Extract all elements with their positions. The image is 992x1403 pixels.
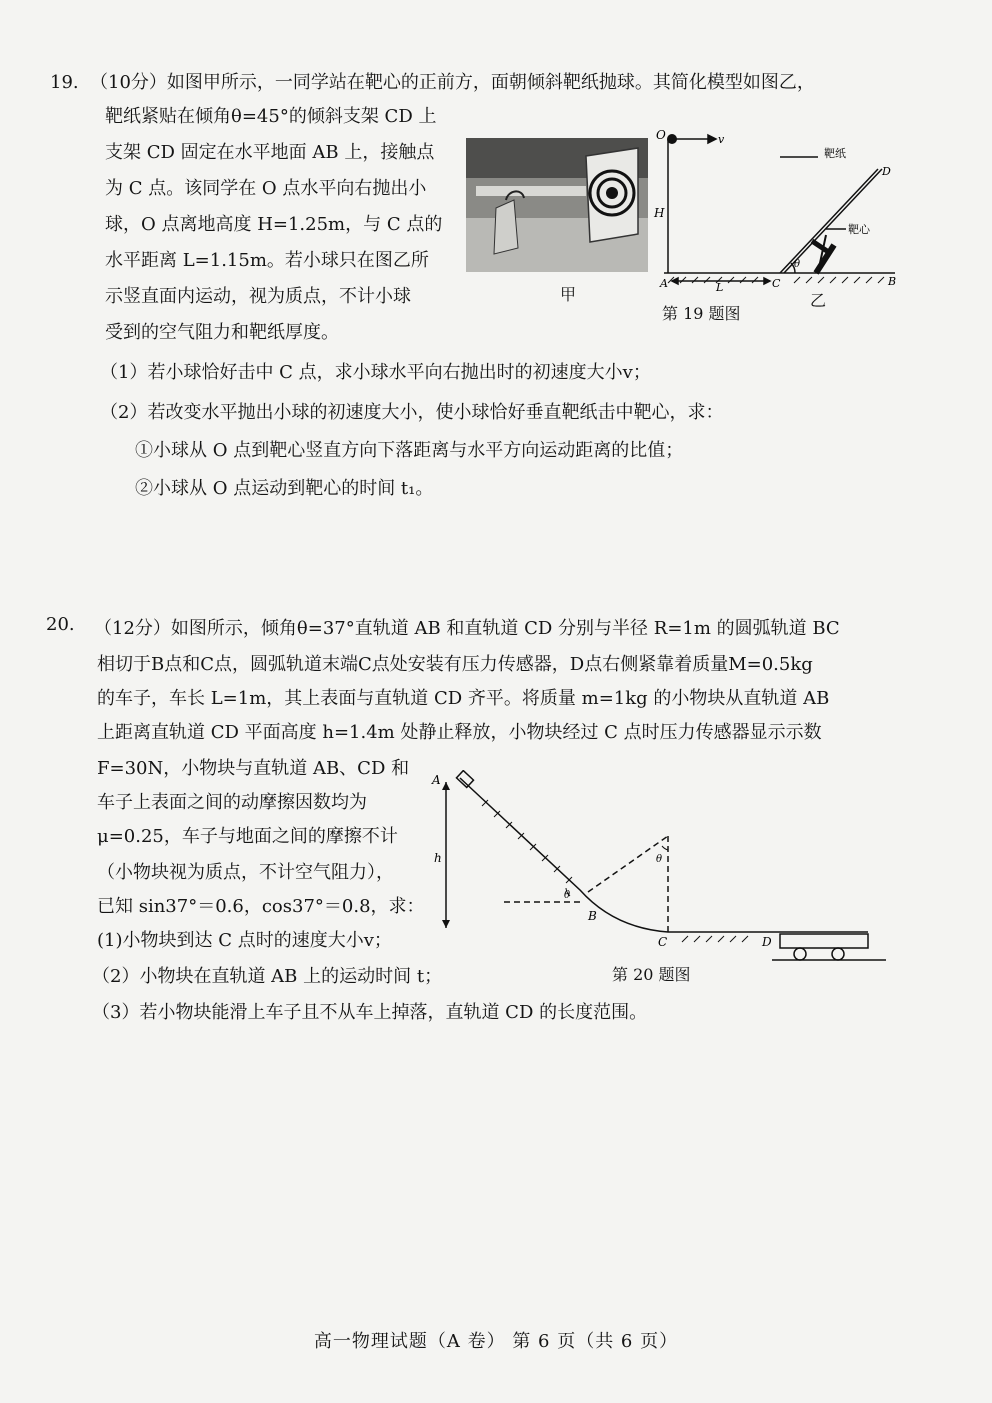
q19-line-8: 受到的空气阻力和靶纸厚度。 bbox=[105, 322, 339, 343]
q19-sub-1: （1）若小球恰好击中 C 点，求小球水平向右抛出时的初速度大小v； bbox=[100, 362, 651, 383]
q19-sub-2-1: ①小球从 O 点到靶心竖直方向下落距离与水平方向运动距离的比值； bbox=[135, 440, 684, 461]
label-target-paper: 靶纸 bbox=[824, 147, 846, 160]
label-B: B bbox=[888, 275, 897, 288]
q20-caption: 第 20 题图 bbox=[612, 965, 691, 984]
label-H: H bbox=[654, 206, 665, 220]
label-B: B bbox=[588, 909, 597, 923]
q20-line-8: （小物块视为质点，不计空气阻力）， bbox=[97, 862, 394, 883]
q19-line-5: 球，O 点离地高度 H=1.25m，与 C 点的 bbox=[105, 214, 443, 235]
target-bullseye-icon bbox=[590, 171, 634, 215]
q20-line-11: （2）小物块在直轨道 AB 上的运动时间 t； bbox=[92, 966, 443, 987]
q19-fig-yi-label: 乙 bbox=[810, 291, 827, 310]
q20-line-1: （12分）如图所示，倾角θ=37°直轨道 AB 和直轨道 CD 分别与半径 R=1m 的圆弧轨道 BC bbox=[94, 618, 840, 639]
label-L: L bbox=[716, 281, 724, 294]
label-A: A bbox=[432, 773, 441, 787]
q19-sub-2: （2）若改变水平抛出小球的初速度大小，使小球恰好垂直靶纸击中靶心，求： bbox=[100, 402, 724, 423]
label-theta-top: θ bbox=[656, 854, 663, 865]
q20-line-2: 相切于B点和C点，圆弧轨道末端C点处安装有压力传感器，D点右侧紧靠着质量M=0.5kg bbox=[97, 654, 813, 675]
q20-line-5: F=30N，小物块与直轨道 AB、CD 和 bbox=[97, 758, 410, 779]
q20-line-7: μ=0.25，车子与地面之间的摩擦不计 bbox=[97, 826, 398, 847]
q20-diagram bbox=[428, 770, 888, 970]
q20-line-3: 的车子，车长 L=1m，其上表面与直轨道 CD 齐平。将质量 m=1kg 的小物块从直轨道 AB bbox=[97, 688, 830, 709]
label-A: A bbox=[660, 277, 668, 290]
q20-line-9: 已知 sin37°＝0.6，cos37°＝0.8，求： bbox=[97, 896, 425, 917]
label-h: h bbox=[434, 851, 442, 865]
q20-number: 20. bbox=[46, 614, 75, 635]
label-bullseye: 靶心 bbox=[848, 223, 870, 236]
q19-line-6: 水平距离 L=1.15m。若小球只在图乙所 bbox=[105, 250, 429, 271]
label-D: D bbox=[882, 165, 891, 178]
q19-line-2: 靶纸紧贴在倾角θ=45°的倾斜支架 CD 上 bbox=[105, 106, 437, 127]
q19-line-3: 支架 CD 固定在水平地面 AB 上，接触点 bbox=[105, 142, 435, 163]
q19-number: 19. bbox=[50, 72, 79, 93]
q19-line-1: （10分）如图甲所示，一同学站在靶心的正前方，面朝倾斜靶纸抛球。其简化模型如图乙， bbox=[90, 72, 815, 93]
q19-line-7: 示竖直面内运动，视为质点，不计小球 bbox=[105, 286, 411, 307]
q19-caption: 第 19 题图 bbox=[662, 304, 741, 323]
q19-line-4: 为 C 点。该同学在 O 点水平向右抛出小 bbox=[105, 178, 427, 199]
page-footer: 高一物理试题（A 卷） 第 6 页（共 6 页） bbox=[313, 1331, 679, 1352]
label-C: C bbox=[658, 935, 668, 949]
q19-photo-figure bbox=[466, 138, 648, 272]
q20-line-6: 车子上表面之间的动摩擦因数均为 bbox=[97, 792, 367, 813]
q20-line-4: 上距离直轨道 CD 平面高度 h=1.4m 处静止释放，小物块经过 C 点时压力传感器显示示数 bbox=[97, 722, 822, 743]
q19-sub-2-2: ②小球从 O 点运动到靶心的时间 t₁。 bbox=[135, 478, 434, 499]
label-O: O bbox=[656, 128, 666, 142]
label-v: v bbox=[718, 133, 725, 146]
q19-diagram bbox=[650, 125, 900, 307]
q20-line-10: (1)小物块到达 C 点时的速度大小v； bbox=[97, 930, 392, 951]
q19-fig-jia-label: 甲 bbox=[560, 285, 577, 304]
label-C: C bbox=[772, 277, 781, 290]
q20-line-12: （3）若小物块能滑上车子且不从车上掉落，直轨道 CD 的长度范围。 bbox=[92, 1002, 648, 1023]
label-theta: θ bbox=[794, 259, 801, 270]
label-D: D bbox=[762, 935, 772, 949]
label-theta-b: θ bbox=[564, 890, 571, 901]
